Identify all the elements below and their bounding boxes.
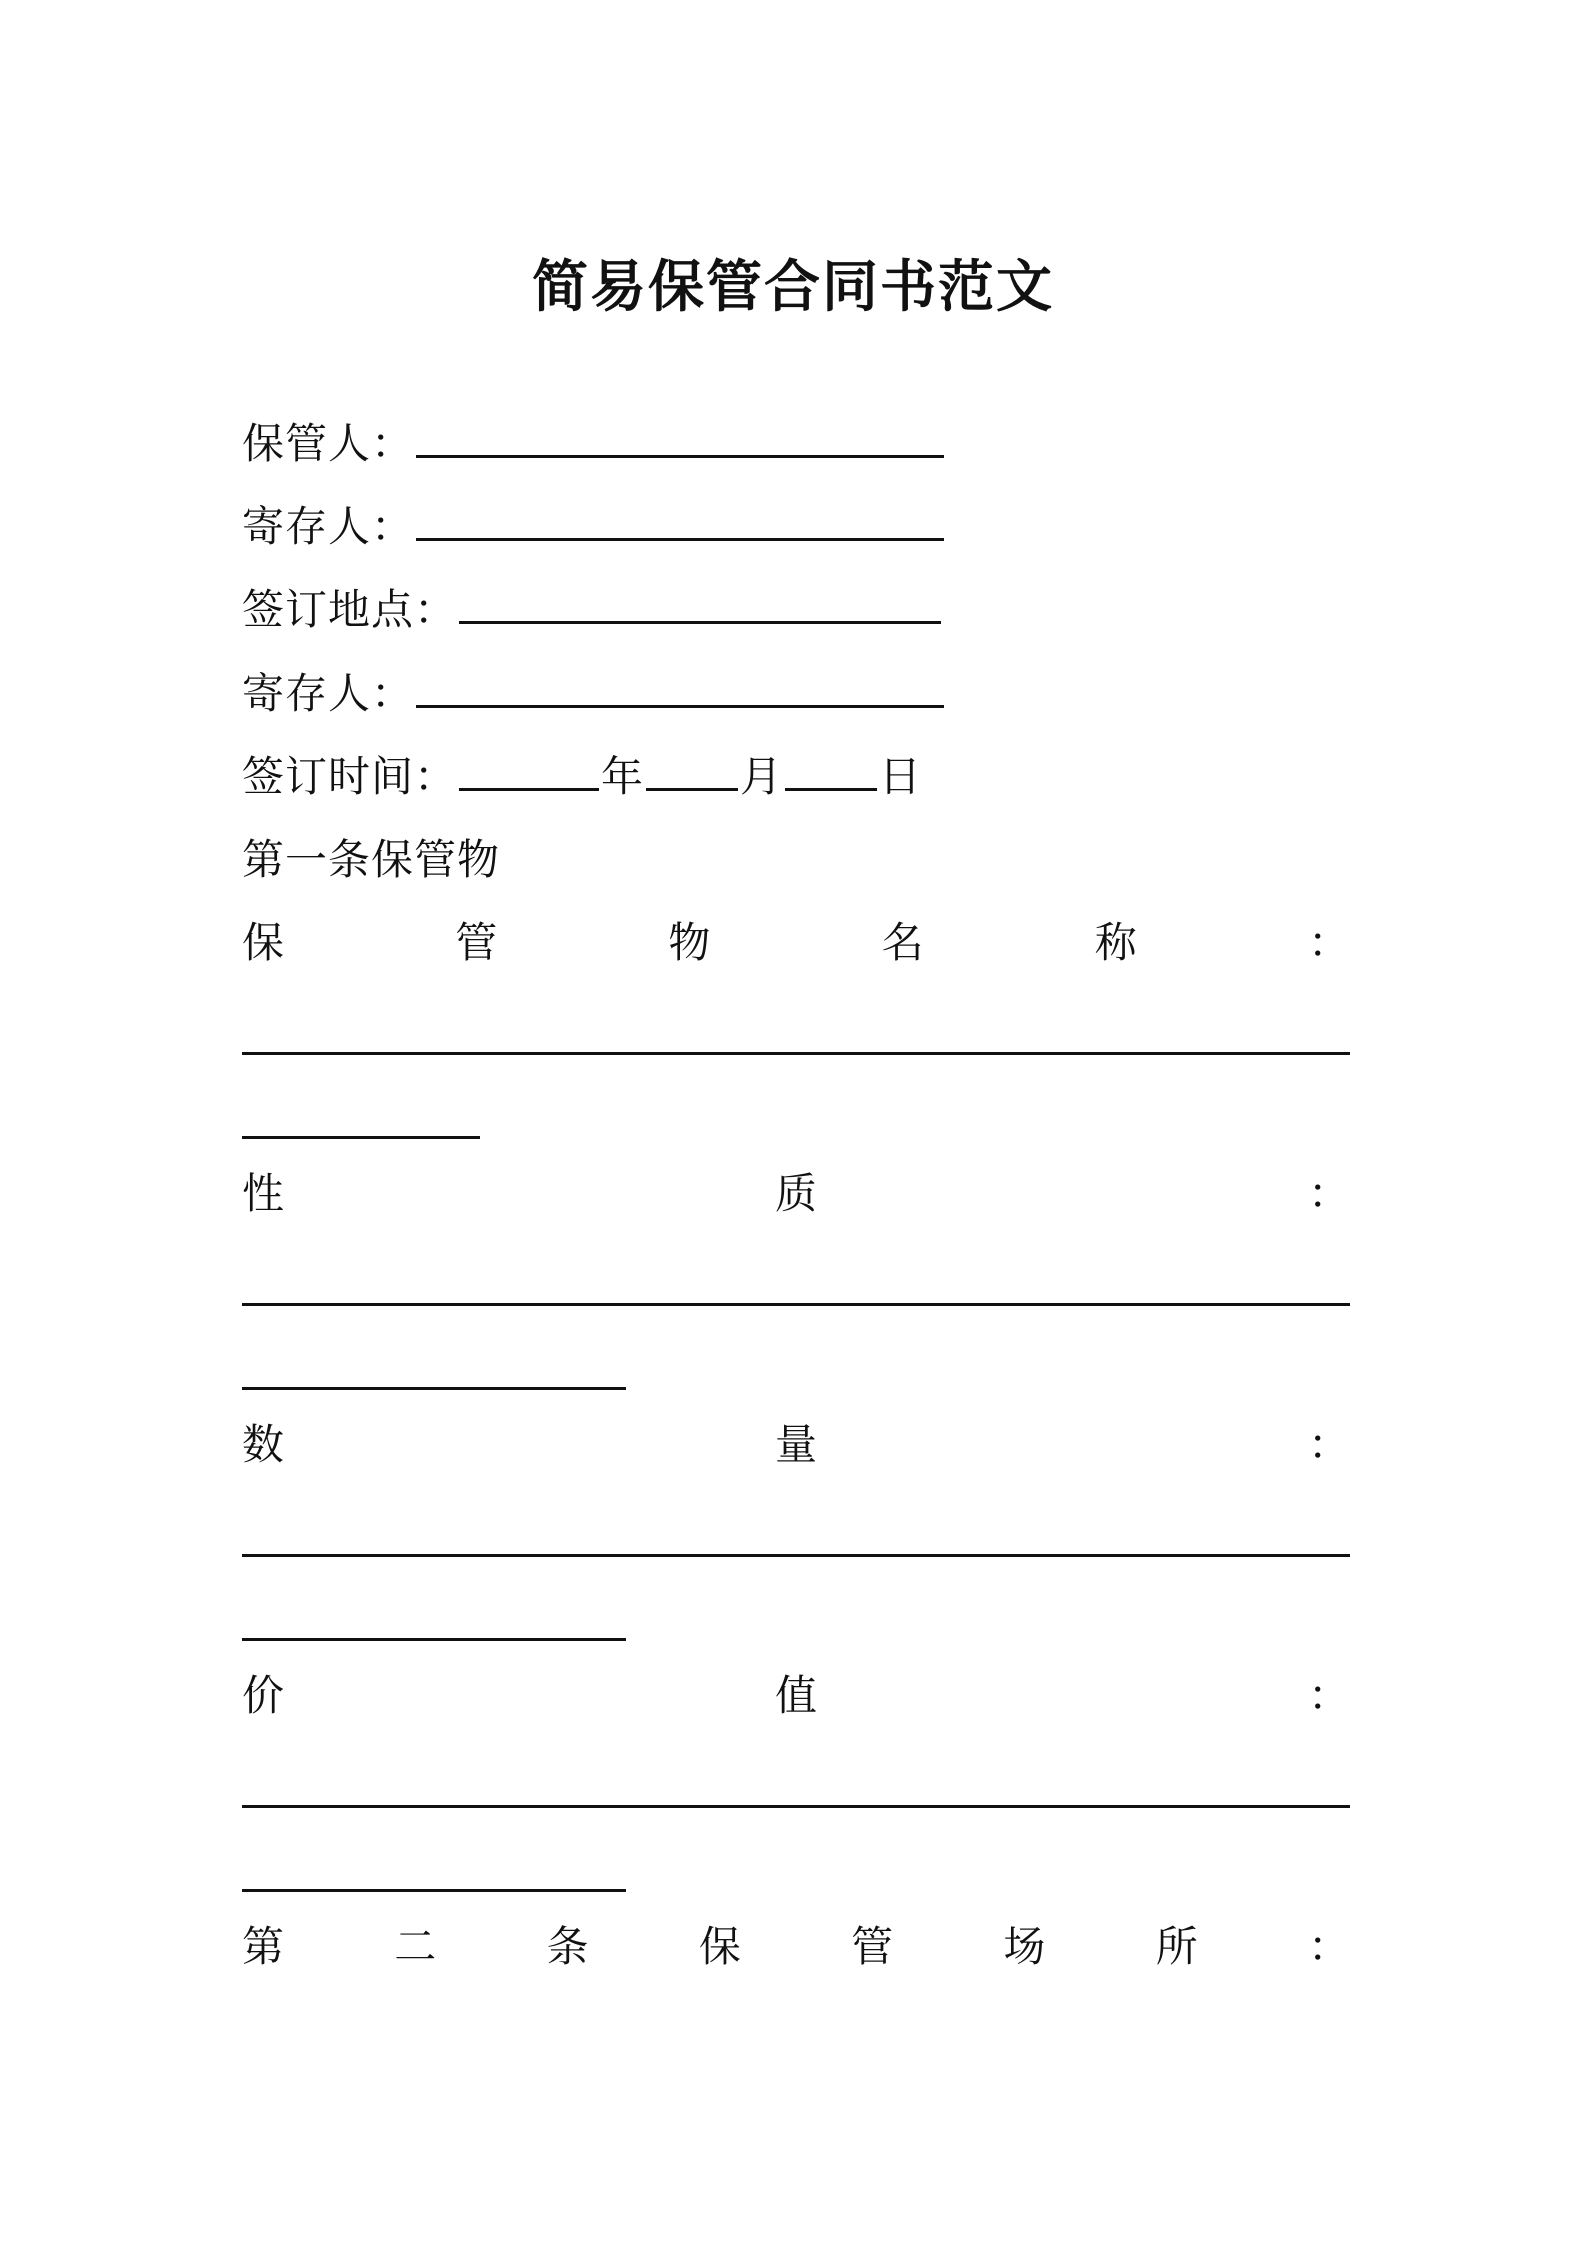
custodian-label: 保管人： xyxy=(242,419,415,468)
item-name-char: 保 xyxy=(242,918,285,967)
article-2-char: 第 xyxy=(242,1922,285,1971)
article-2-char: 场 xyxy=(1003,1922,1046,1971)
day-label: 日 xyxy=(879,752,923,801)
item-value-char: 值 xyxy=(774,1671,817,1720)
item-name-char: 管 xyxy=(455,918,498,967)
item-nature-label xyxy=(242,1164,1350,1224)
day-blank[interactable] xyxy=(785,748,877,791)
depositor-blank[interactable] xyxy=(416,498,944,541)
article-2-char: 二 xyxy=(394,1922,437,1971)
item-name-label xyxy=(242,913,1350,973)
year-label: 年 xyxy=(601,752,645,801)
item-quantity-char: 数 xyxy=(242,1420,285,1469)
item-value-char: 价 xyxy=(242,1671,285,1720)
article-2-char: 条 xyxy=(546,1922,589,1971)
article-2-heading xyxy=(242,1917,1350,1977)
item-nature-char: 质 xyxy=(774,1169,817,1218)
depositor-label: 寄存人： xyxy=(242,502,415,551)
item-name-blank-line-2[interactable] xyxy=(242,1136,480,1139)
signing-place-blank[interactable] xyxy=(459,581,941,624)
depositor-field-2 xyxy=(242,664,946,724)
item-nature-char: ： xyxy=(1307,1169,1350,1218)
item-quantity-blank-line-2[interactable] xyxy=(242,1638,626,1641)
item-quantity-char: ： xyxy=(1307,1420,1350,1469)
item-name-char: ： xyxy=(1307,918,1350,967)
article-2-char: ： xyxy=(1307,1922,1350,1971)
depositor-blank-2[interactable] xyxy=(416,665,944,708)
item-name-char: 物 xyxy=(668,918,711,967)
signing-place-field xyxy=(242,580,943,640)
depositor-field xyxy=(242,497,946,557)
item-name-char: 名 xyxy=(881,918,924,967)
signing-place-label: 签订地点： xyxy=(242,585,458,634)
item-nature-char: 性 xyxy=(242,1169,285,1218)
item-value-blank-line-2[interactable] xyxy=(242,1889,626,1892)
article-2-char: 保 xyxy=(698,1922,741,1971)
depositor-label-2: 寄存人： xyxy=(242,669,415,718)
month-label: 月 xyxy=(740,752,784,801)
item-value-blank-line-1[interactable] xyxy=(242,1805,1350,1808)
item-quantity-char: 量 xyxy=(774,1420,817,1469)
custodian-field xyxy=(242,414,946,474)
item-name-char: 称 xyxy=(1094,918,1137,967)
item-quantity-label xyxy=(242,1415,1350,1475)
item-nature-blank-line-1[interactable] xyxy=(242,1303,1350,1306)
custodian-blank[interactable] xyxy=(416,415,944,458)
signing-date-label: 签订时间： xyxy=(242,752,458,801)
document-title: 简易保管合同书范文 xyxy=(532,255,1054,320)
article-2-char: 管 xyxy=(851,1922,894,1971)
item-value-char: ： xyxy=(1307,1671,1350,1720)
item-quantity-blank-line-1[interactable] xyxy=(242,1554,1350,1557)
item-value-label xyxy=(242,1666,1350,1726)
item-name-blank-line-1[interactable] xyxy=(242,1052,1350,1055)
month-blank[interactable] xyxy=(646,748,738,791)
signing-date-field xyxy=(242,747,922,807)
year-blank[interactable] xyxy=(459,748,599,791)
article-1-heading: 第一条保管物 xyxy=(242,835,501,884)
article-2-char: 所 xyxy=(1155,1922,1198,1971)
item-nature-blank-line-2[interactable] xyxy=(242,1387,626,1390)
